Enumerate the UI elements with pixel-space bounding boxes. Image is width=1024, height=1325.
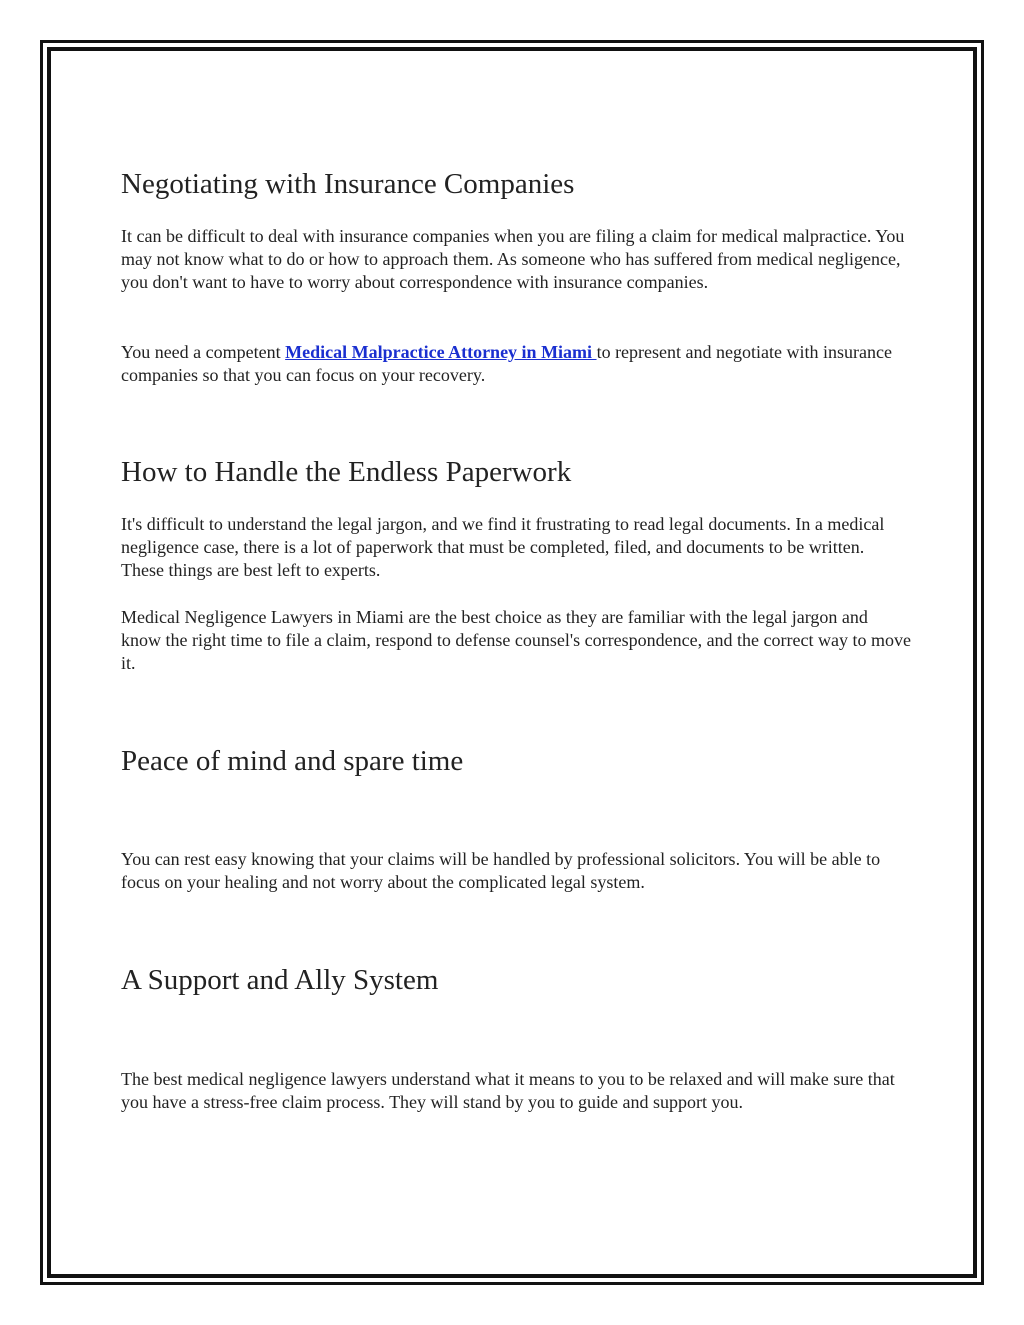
section-title-paperwork: How to Handle the Endless Paperwork <box>121 456 572 488</box>
section-paragraph-negotiating-2 <box>121 341 911 387</box>
section-title-peace-of-mind: Peace of mind and spare time <box>121 745 464 777</box>
attorney-link[interactable]: Medical Malpractice Attorney in Miami <box>285 342 597 362</box>
section-paragraph-peace-of-mind: You can rest easy knowing that your claims will be handled by professional solicitors. You will be able to focus on your healing and not worry about the complicated legal system. <box>121 849 881 892</box>
section-title-negotiating: Negotiating with Insurance Companies <box>121 168 575 200</box>
section-paragraph-negotiating-1: It can be difficult to deal with insurance companies when you are filing a claim for medical malpractice. You may not know what to do or how to approach them. As someone who has suffered from medical negligence, you don't want to have to worry about correspondence with insurance companies. <box>121 226 905 292</box>
section-paragraph-support: The best medical negligence lawyers understand what it means to you to be relaxed and will make sure that you have a stress-free claim process. They will stand by you to guide and support you. <box>121 1069 895 1112</box>
section-title-support: A Support and Ally System <box>121 964 439 996</box>
section-paragraph-paperwork-2: Medical Negligence Lawyers in Miami are the best choice as they are familiar with the legal jargon and know the right time to file a claim, respond to defense counsel's correspondence, and the correct way to move it. <box>121 607 911 673</box>
paragraph-text-before-link: You need a competent <box>121 342 286 362</box>
paragraph-text-after-link: to represent and negotiate with insurance companies so that you can focus on your recovery. <box>121 342 892 385</box>
section-paragraph-paperwork-1: It's difficult to understand the legal jargon, and we find it frustrating to read legal documents. In a medical negligence case, there is a lot of paperwork that must be completed, filed, and documents to be written. These things are best left to experts. <box>121 514 885 580</box>
